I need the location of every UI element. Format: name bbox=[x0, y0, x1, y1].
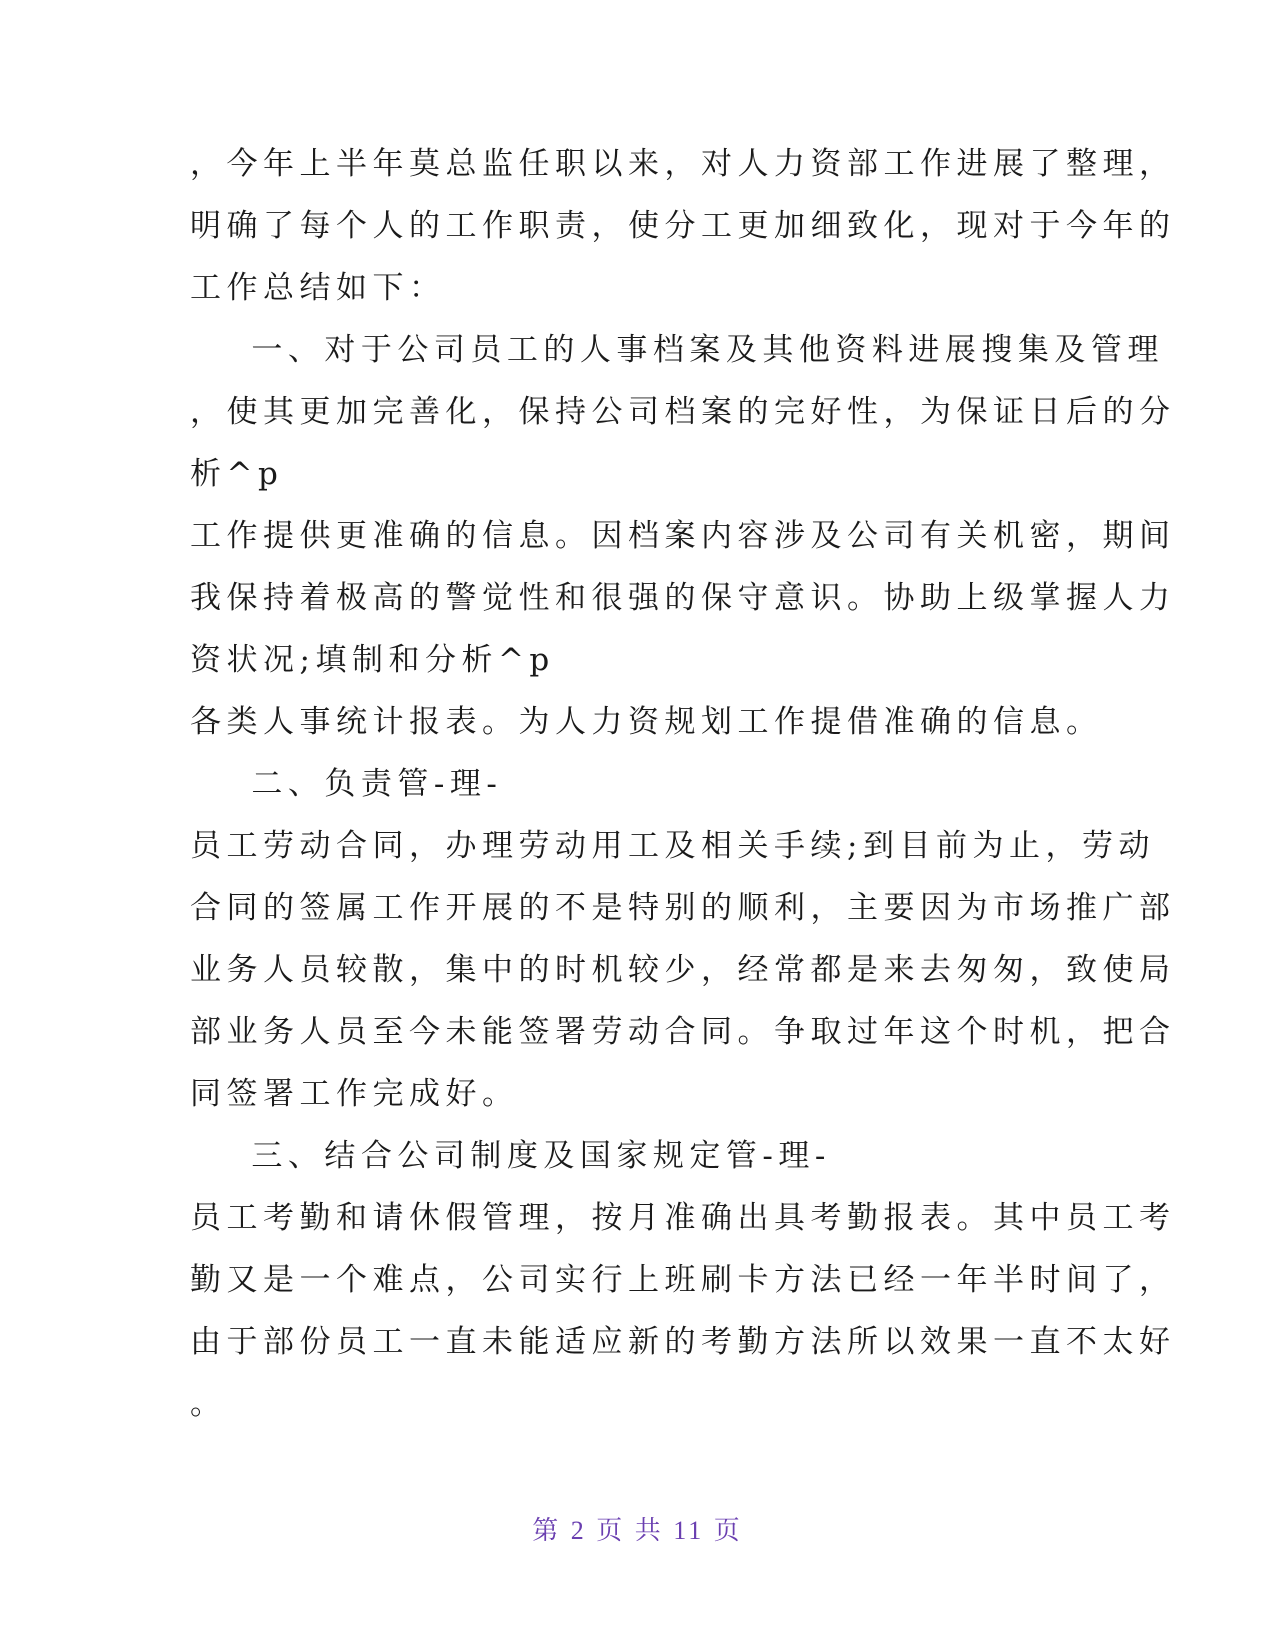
paragraph-line: 由于部份员工一直未能适应新的考勤方法所以效果一直不太好 bbox=[190, 1324, 1176, 1360]
paragraph-line: ，今年上半年莫总监任职以来，对人力资部工作进展了整理， bbox=[190, 146, 1176, 182]
paragraph-line: 工作总结如下： bbox=[190, 270, 446, 306]
paragraph-line: 部业务人员至今未能签署劳动合同。争取过年这个时机，把合 bbox=[190, 1014, 1176, 1050]
paragraph-line: 明确了每个人的工作职责，使分工更加细致化，现对于今年的 bbox=[190, 208, 1176, 244]
paragraph-line: 。 bbox=[190, 1386, 227, 1422]
paragraph-line: 员工考勤和请休假管理，按月准确出具考勤报表。其中员工考 bbox=[190, 1200, 1176, 1236]
paragraph-line: ，使其更加完善化，保持公司档案的完好性，为保证日后的分 bbox=[190, 394, 1176, 430]
paragraph-line: 合同的签属工作开展的不是特别的顺利，主要因为市场推广部 bbox=[190, 890, 1176, 926]
paragraph-line: 勤又是一个难点，公司实行上班刷卡方法已经一年半时间了， bbox=[190, 1262, 1176, 1298]
paragraph-line: 业务人员较散，集中的时机较少，经常都是来去匆匆，致使局 bbox=[190, 952, 1176, 988]
paragraph-line: 我保持着极高的警觉性和很强的保守意识。协助上级掌握人力 bbox=[190, 580, 1176, 616]
section-heading-line: 三、结合公司制度及国家规定管-理- bbox=[190, 1138, 831, 1174]
paragraph-line: 资状况;填制和分析^p bbox=[190, 642, 555, 678]
paragraph-line: 同签署工作完成好。 bbox=[190, 1076, 519, 1112]
paragraph-line: 员工劳动合同，办理劳动用工及相关手续;到目前为止，劳动 bbox=[190, 828, 1155, 864]
paragraph-line: 各类人事统计报表。为人力资规划工作提借准确的信息。 bbox=[190, 704, 1103, 740]
paragraph-line: 工作提供更准确的信息。因档案内容涉及公司有关机密，期间 bbox=[190, 518, 1176, 554]
page-number-footer: 第 2 页 共 11 页 bbox=[532, 1516, 743, 1545]
paragraph-line: 析^p bbox=[190, 456, 284, 492]
section-heading-line: 二、负责管-理- bbox=[190, 766, 503, 802]
paragraph-line: 一、对于公司员工的人事档案及其他资料进展搜集及管理 bbox=[190, 332, 1164, 368]
